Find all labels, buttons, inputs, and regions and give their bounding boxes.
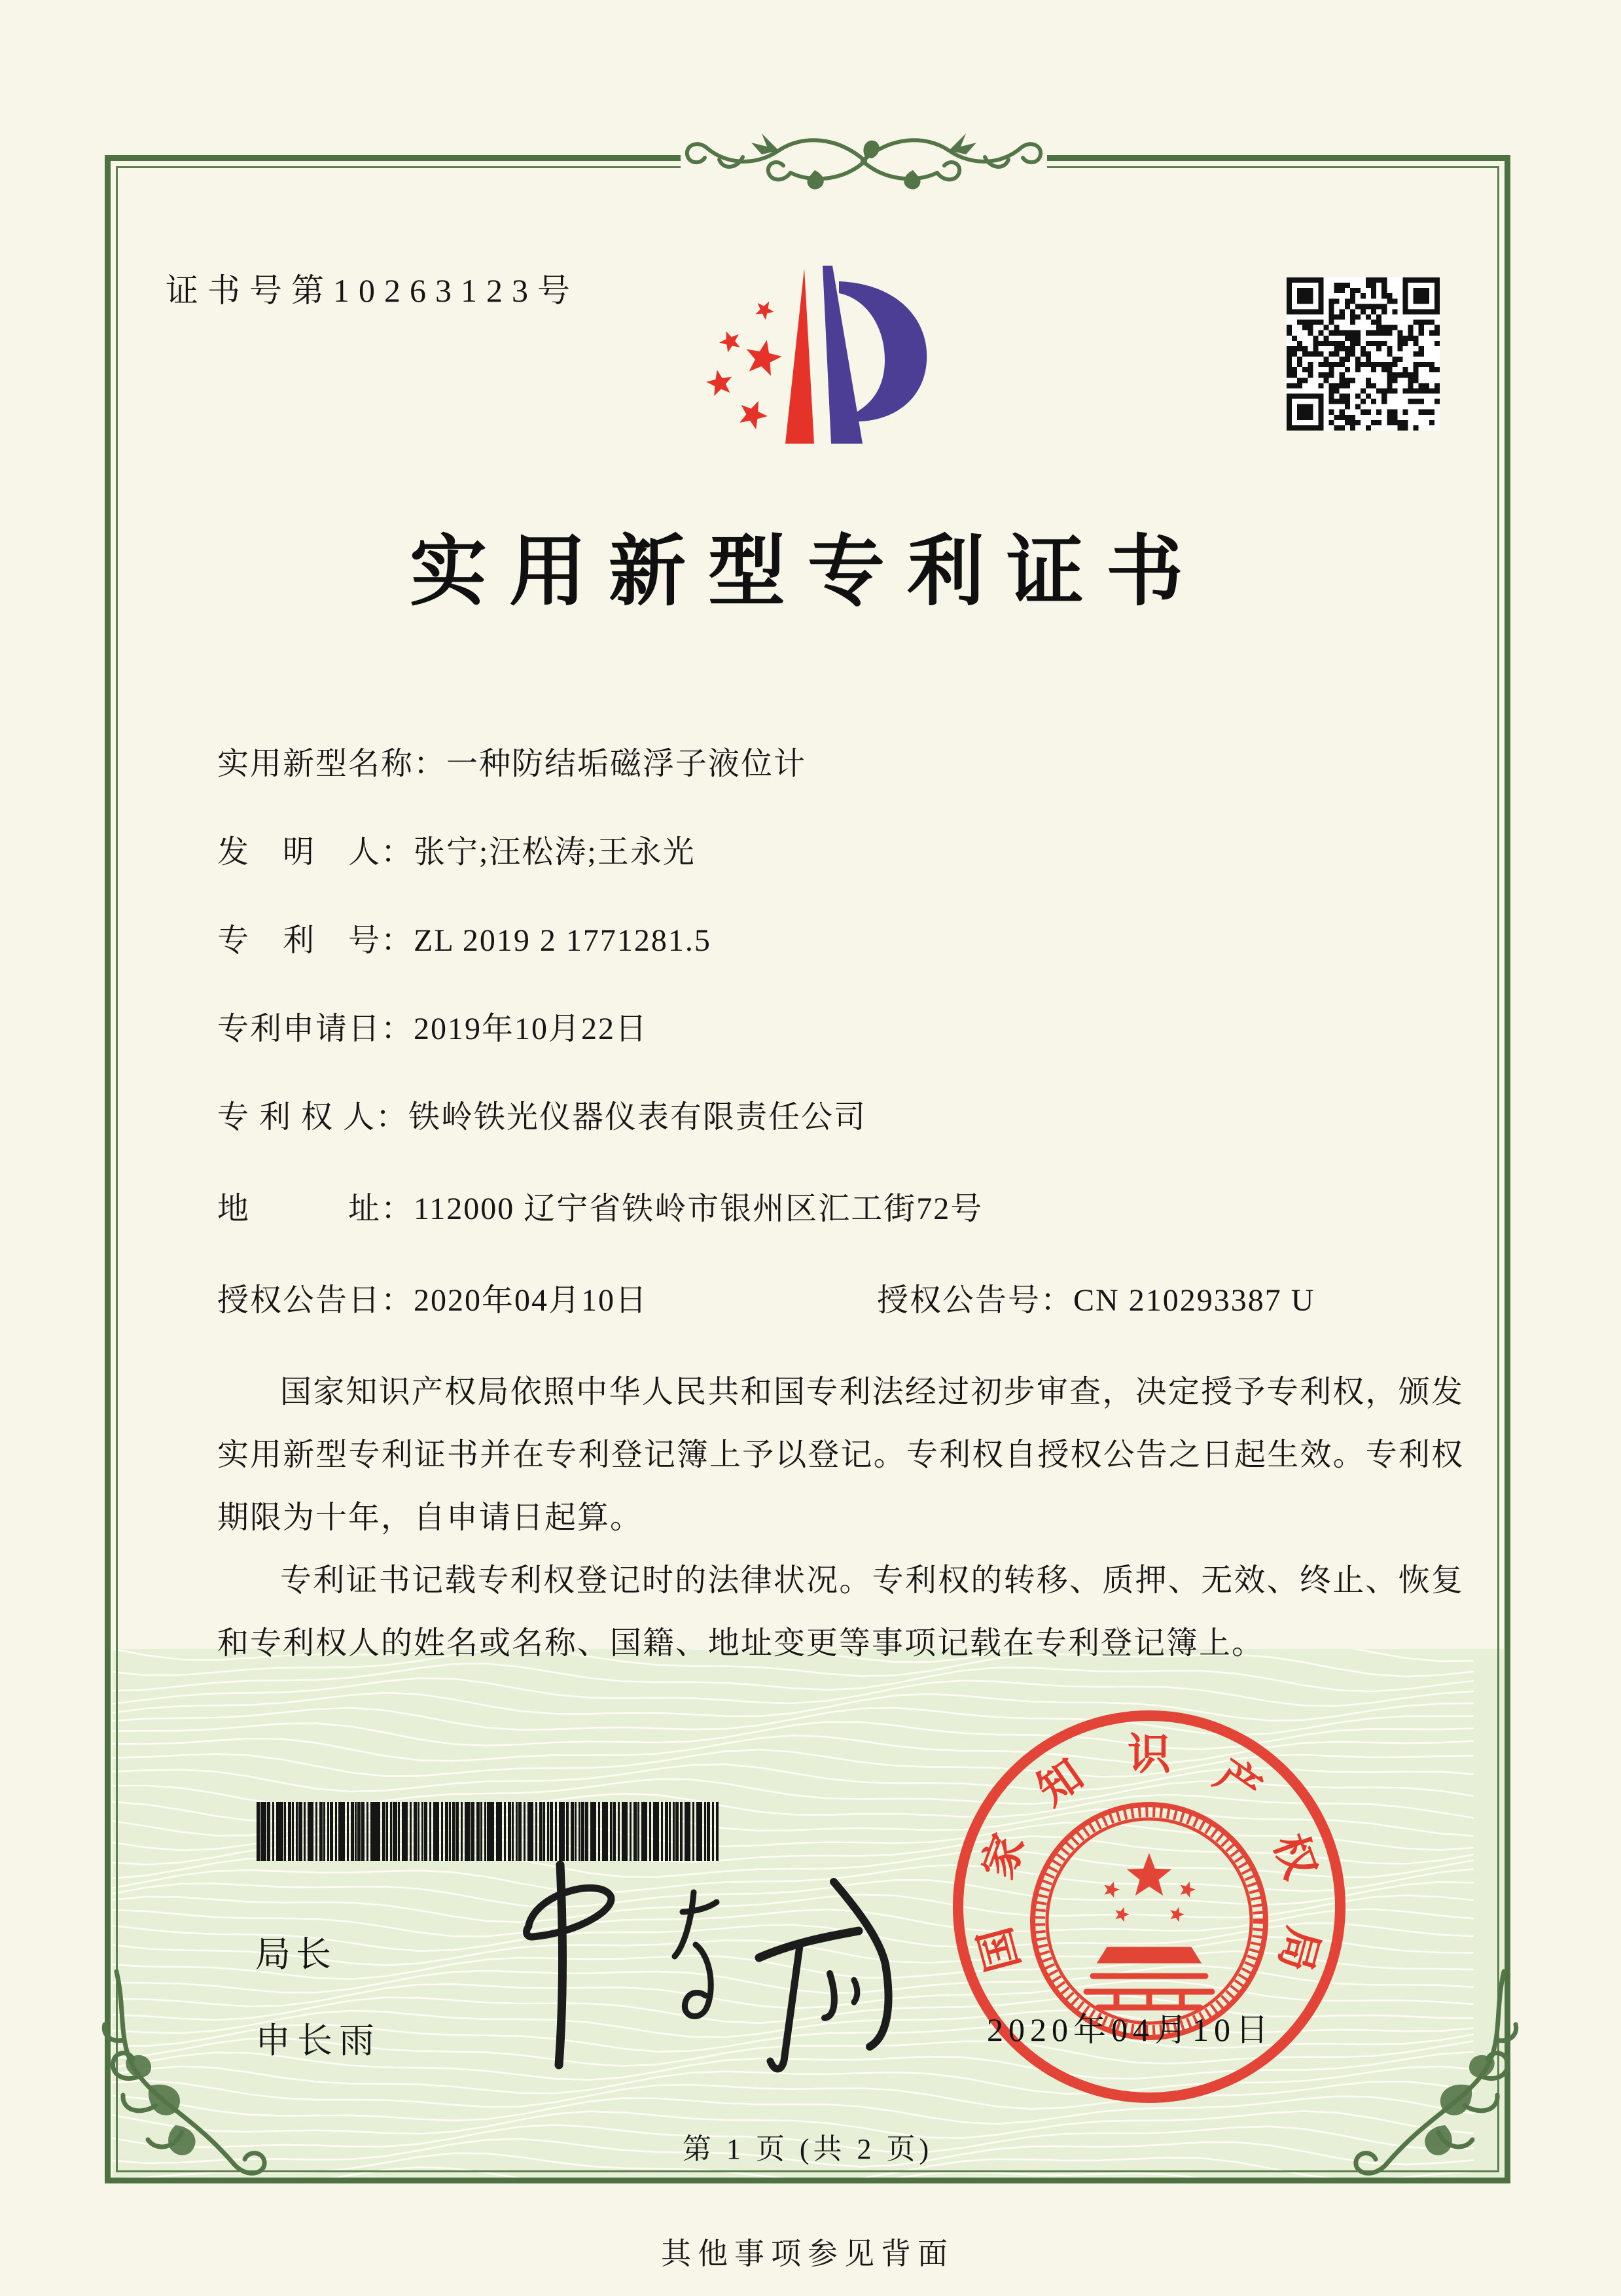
field-label: 授权公告日： <box>217 1283 414 1318</box>
field-value: 2020年04月10日 <box>414 1283 649 1318</box>
field-value: 112000 辽宁省铁岭市银州区汇工街72号 <box>414 1192 984 1226</box>
back-side-note: 其他事项参见背面 <box>661 2237 954 2270</box>
field-label: 实用新型名称： <box>217 747 447 781</box>
field-patent-number <box>217 915 711 960</box>
field-grant-date <box>217 1275 648 1320</box>
dragon-ornament-top <box>681 97 1047 218</box>
svg-text:识: 识 <box>1128 1731 1171 1779</box>
certificate-title: 实用新型专利证书 <box>409 529 1205 615</box>
svg-text:国: 国 <box>971 1922 1029 1977</box>
field-label: 专 利 号： <box>217 923 414 958</box>
field-value: ZL 2019 2 1771281.5 <box>414 923 711 958</box>
page-number: 第 1 页 (共 2 页) <box>682 2133 933 2165</box>
field-value: 一种防结垢磁浮子液位计 <box>446 747 807 781</box>
field-label: 授权公告号： <box>877 1283 1074 1318</box>
field-label: 专利申请日： <box>217 1012 414 1046</box>
field-address <box>217 1183 983 1228</box>
svg-text:局: 局 <box>1270 1922 1327 1977</box>
field-inventors <box>217 826 696 872</box>
field-patentee <box>217 1091 866 1137</box>
legal-paragraph-1: 国家知识产权局依照中华人民共和国专利法经过初步审查，决定授予专利权，颁发实用新型专利证书并在专利登记簿上予以登记。专利权自授权公告之日起生效。专利权期限为十年，自申请日起算。 <box>217 1375 1464 1535</box>
legal-text-block <box>217 1361 1464 1675</box>
field-label: 发 明 人： <box>217 835 414 870</box>
field-value: CN 210293387 U <box>1073 1283 1315 1318</box>
svg-text:家: 家 <box>974 1828 1034 1885</box>
commissioner-signature <box>497 1845 923 2087</box>
field-label: 地 址： <box>217 1192 414 1226</box>
field-filing-date <box>217 1003 648 1048</box>
seal-date: 2020年04月10日 <box>987 2011 1274 2048</box>
qr-code <box>1287 277 1440 431</box>
field-utility-model-name <box>217 738 806 783</box>
legal-paragraph-2: 专利证书记载专利权登记时的法律状况。专利权的转移、质押、无效、终止、恢复和专利权人的姓名或名称、国籍、地址变更等事项记载在专利登记簿上。 <box>217 1563 1464 1661</box>
commissioner-name: 申长雨 <box>255 2021 381 2060</box>
field-value: 铁岭铁光仪器仪表有限责任公司 <box>408 1100 867 1135</box>
certificate-number: 证书号第10263123号 <box>166 272 579 309</box>
field-value: 2019年10月22日 <box>414 1012 649 1046</box>
field-label: 专 利 权 人： <box>217 1100 409 1135</box>
svg-text:知: 知 <box>1029 1750 1092 1815</box>
field-value: 张宁;汪松涛;王永光 <box>414 835 696 870</box>
commissioner-title: 局长 <box>255 1935 336 1974</box>
svg-text:产: 产 <box>1206 1750 1270 1815</box>
field-grant-number <box>877 1275 1315 1320</box>
cnipa-logo <box>704 262 928 453</box>
svg-text:权: 权 <box>1264 1828 1325 1885</box>
